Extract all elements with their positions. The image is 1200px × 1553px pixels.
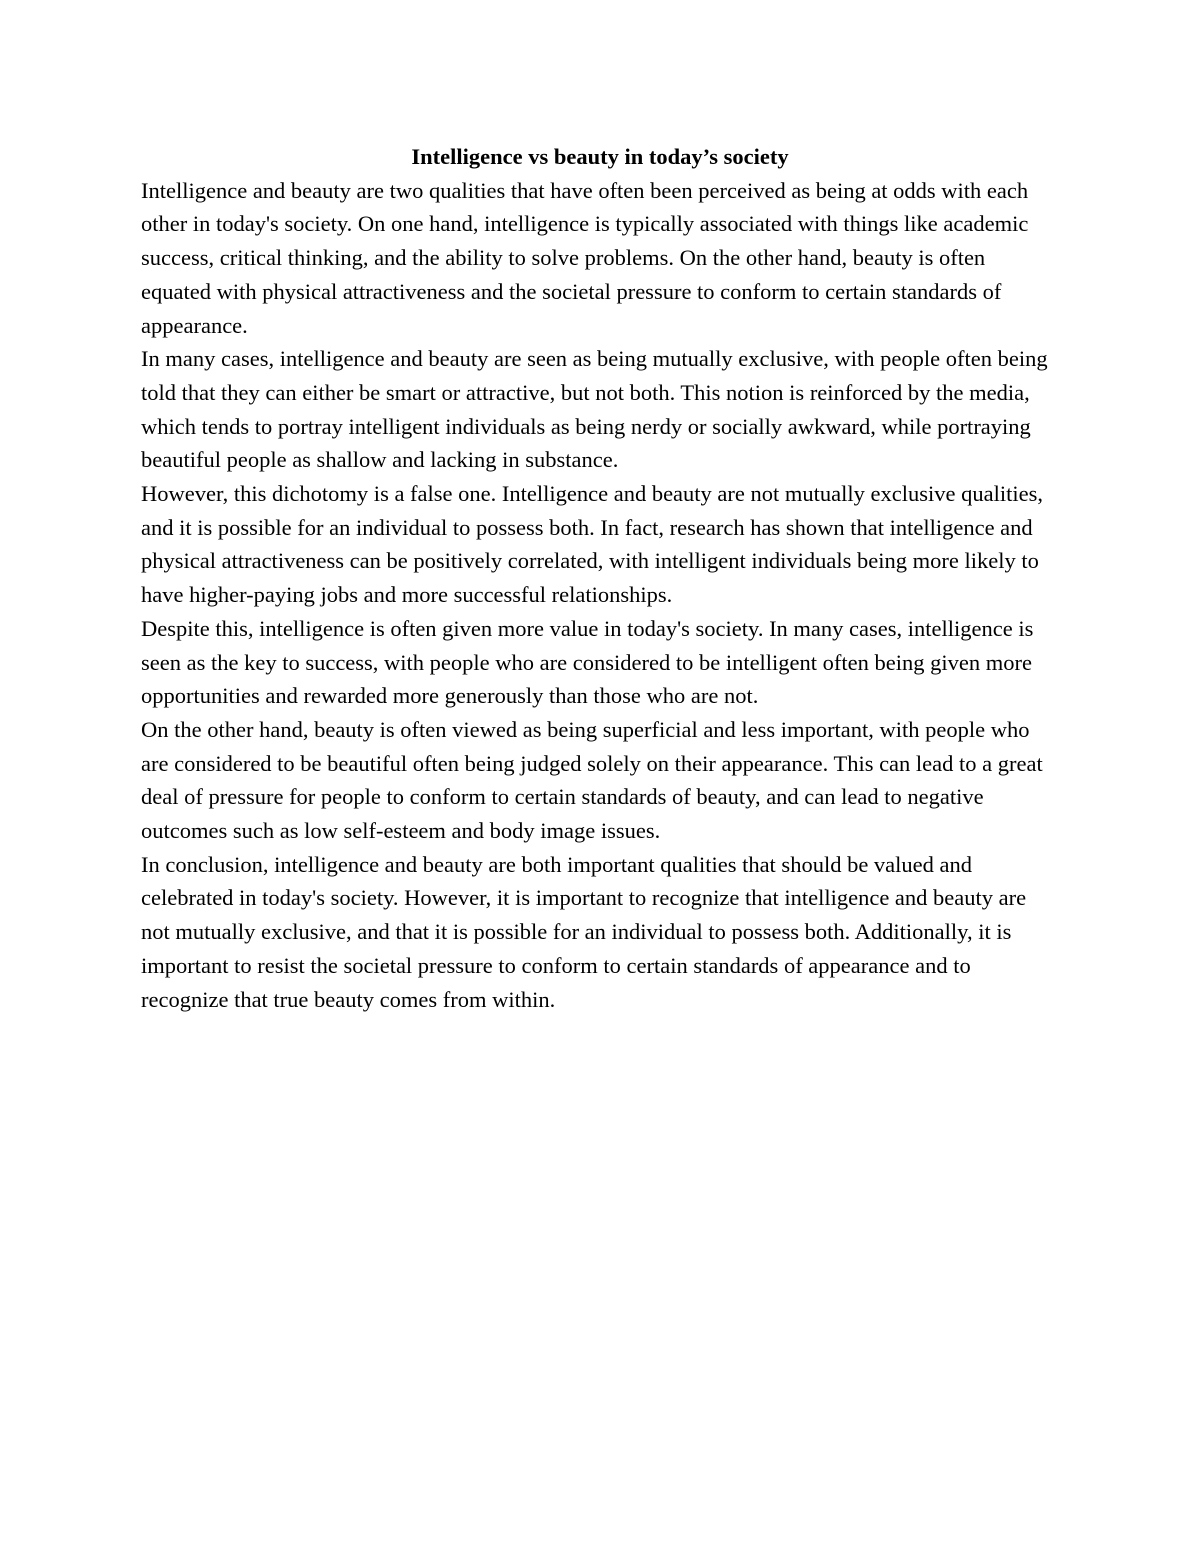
paragraph: Intelligence and beauty are two qualities that have often been perceived as being at odds with each other in today's society. On one hand, intelligence is typically associated with things like academic success, critical thinking, and the ability to solve problems. On the other hand, beauty is often equated with physical attractiveness and the societal pressure to conform to certain standards of appearance. xyxy=(141,177,1029,338)
paragraph: Despite this, intelligence is often given more value in today's society. In many cases, intelligence is seen as the key to success, with people who are considered to be intelligent often being given more opportunities and rewarded more generously than those who are not. xyxy=(141,615,1034,709)
paragraph: On the other hand, beauty is often viewed as being superficial and less important, with people who are considered to be beautiful often being judged solely on their appearance. This can lead to a great deal of pressure for people to conform to certain standards of beauty, and can lead to negative outcomes such as low self-esteem and body image issues. xyxy=(141,716,1043,844)
paragraph: However, this dichotomy is a false one. Intelligence and beauty are not mutually exclusive qualities, and it is possible for an individual to possess both. In fact, research has shown that intelligence and physical attractiveness can be positively correlated, with intelligent individuals being more likely to have higher-paying jobs and more successful relationships. xyxy=(141,481,1043,608)
paragraph: In conclusion, intelligence and beauty are both important qualities that should be valued and celebrated in today's society. However, it is important to recognize that intelligence and beauty are not mutually exclusive, and that it is possible for an individual to possess both. Additionally, it is important to resist the societal pressure to conform to certain standards of appearance and to recognize that true beauty comes from within. xyxy=(141,851,1027,1012)
document-title: Intelligence vs beauty in today’s society xyxy=(411,144,789,169)
document-body xyxy=(141,140,1059,1016)
paragraph: In many cases, intelligence and beauty are seen as being mutually exclusive, with people often being told that they can either be smart or attractive, but not both. This notion is reinforced by the media, which tends to portray intelligent individuals as being nerdy or socially awkward, while portraying beautiful people as shallow and lacking in substance. xyxy=(141,346,1048,473)
